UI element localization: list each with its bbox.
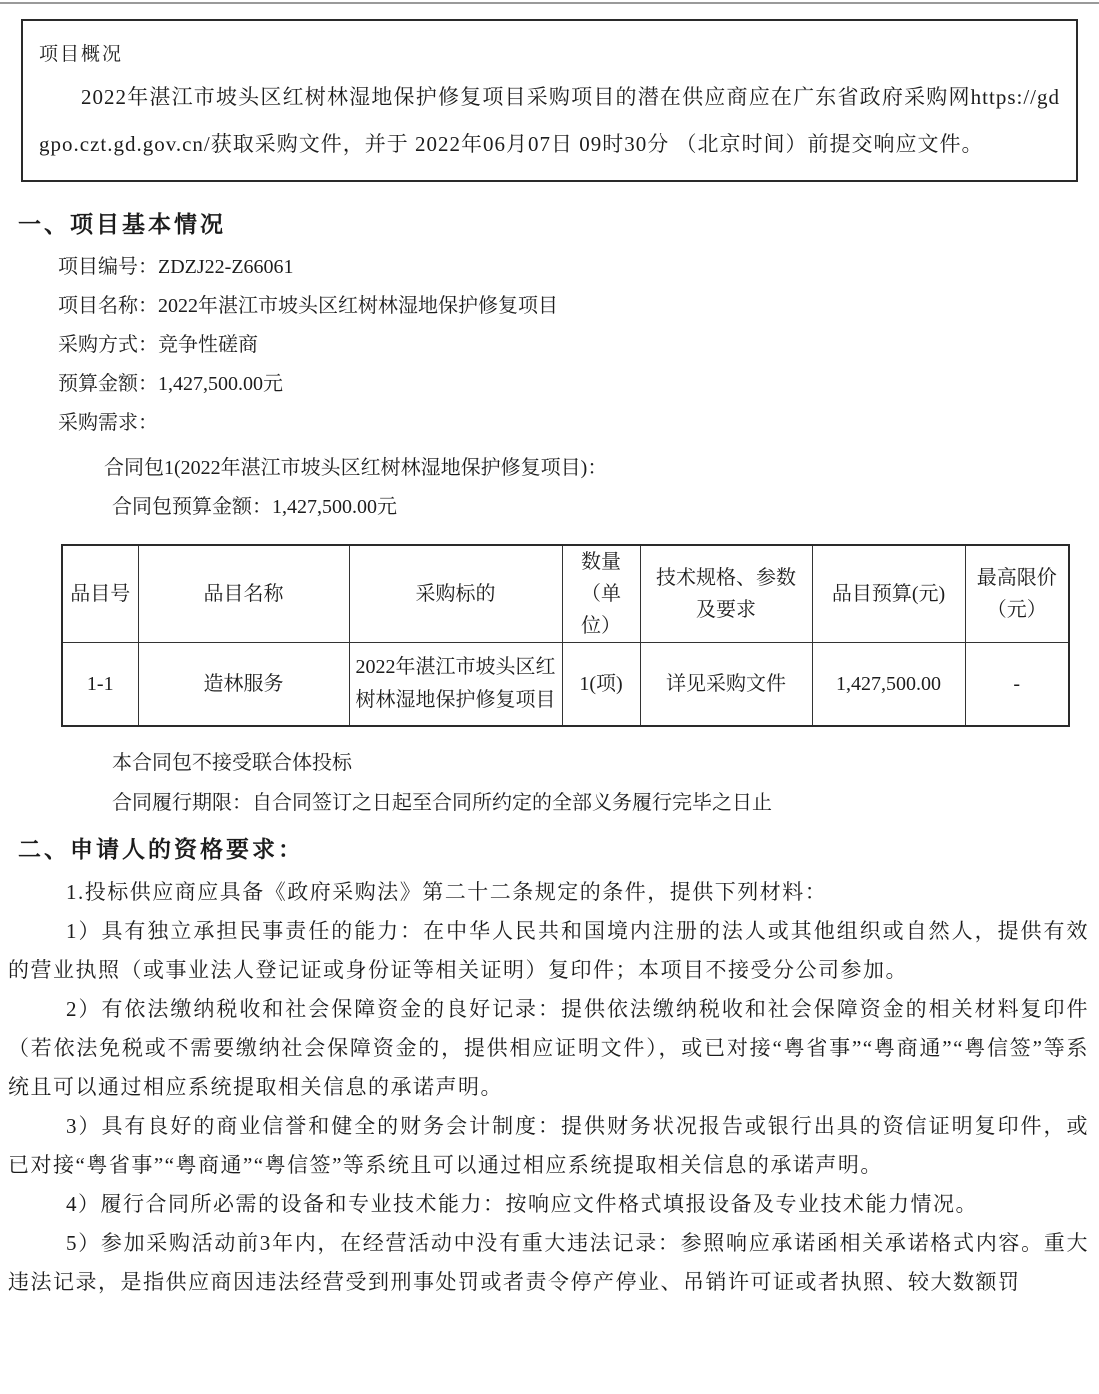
field-project-number (58, 248, 1099, 287)
note-no-consortium: 本合同包不接受联合体投标 (112, 752, 352, 774)
project-overview-box (21, 19, 1078, 182)
cell-procurement-subject: 2022年湛江市坡头区红树林湿地保护修复项目 (349, 643, 562, 727)
overview-title: 项目概况 (39, 44, 124, 65)
header-max-price: 最高限价（元） (965, 545, 1069, 643)
header-tech-spec: 技术规格、参数及要求 (640, 545, 812, 643)
section2-heading: 二、申请人的资格要求： (18, 837, 304, 862)
field-value: 1,427,500.00元 (158, 373, 283, 395)
field-value: ZDZJ22-Z66061 (158, 256, 294, 278)
items-table (61, 544, 1070, 727)
note-contract-period: 合同履行期限：自合同签订之日起至合同所约定的全部义务履行完毕之日止 (112, 792, 772, 814)
field-project-name (58, 287, 1099, 326)
contract-package-line: 合同包1(2022年湛江市坡头区红树林湿地保护修复项目)： (104, 457, 608, 479)
cell-item-budget: 1,427,500.00 (812, 643, 965, 727)
requirement-paragraph-5: 5）参加采购活动前3年内，在经营活动中没有重大违法记录：参照响应承诺函相关承诺格式内容。重大违法记录，是指供应商因违法经营受到刑事处罚或者责令停产停业、吊销许可证或者执照、较大数额罚 (8, 1231, 1089, 1294)
table-header-row (62, 545, 1069, 643)
requirement-paragraph-2: 2）有依法缴纳税收和社会保障资金的良好记录：提供依法缴纳税收和社会保障资金的相关材料复印件（若依法免税或不需要缴纳社会保障资金的，提供相应证明文件），或已对接“粤省事”“粤商通”“粤信签”等系统且可以通过相应系统提取相关信息的承诺声明。 (8, 997, 1089, 1099)
header-quantity-unit: 数量（单位） (562, 545, 640, 643)
requirement-paragraph-1: 1）具有独立承担民事责任的能力：在中华人民共和国境内注册的法人或其他组织或自然人，提供有效的营业执照（或事业法人登记证或身份证等相关证明）复印件；本项目不接受分公司参加。 (8, 919, 1089, 982)
requirement-paragraph-intro: 1.投标供应商应具备《政府采购法》第二十二条规定的条件，提供下列材料： (66, 880, 828, 904)
section1-heading: 一、项目基本情况 (18, 212, 226, 237)
field-label: 采购方式： (58, 334, 158, 356)
section2-paragraphs (8, 873, 1089, 1302)
cell-tech-spec: 详见采购文件 (640, 643, 812, 727)
overview-body: 2022年湛江市坡头区红树林湿地保护修复项目采购项目的潜在供应商应在广东省政府采购网https://gdgpo.czt.gd.gov.cn/获取采购文件，并于 2022年06月07日 09时30分 （北京时间）前提交响应文件。 (39, 85, 1060, 156)
contract-notes (112, 743, 1099, 823)
cell-item-number: 1-1 (62, 643, 138, 727)
header-item-number: 品目号 (62, 545, 138, 643)
cell-item-name: 造林服务 (138, 643, 349, 727)
header-procurement-subject: 采购标的 (349, 545, 562, 643)
top-rule (0, 2, 1099, 4)
cell-quantity-unit: 1(项) (562, 643, 640, 727)
field-label: 项目编号： (58, 256, 158, 278)
requirement-paragraph-3: 3）具有良好的商业信誉和健全的财务会计制度：提供财务状况报告或银行出具的资信证明复印件，或已对接“粤省事”“粤商通”“粤信签”等系统且可以通过相应系统提取相关信息的承诺声明。 (8, 1114, 1089, 1177)
field-label: 项目名称： (58, 295, 158, 317)
header-item-budget: 品目预算(元) (812, 545, 965, 643)
table-row (62, 643, 1069, 727)
field-label: 采购需求： (58, 412, 158, 434)
field-label: 预算金额： (58, 373, 158, 395)
field-value: 竞争性磋商 (158, 334, 258, 356)
field-procurement-demand (58, 404, 1099, 443)
field-value: 2022年湛江市坡头区红树林湿地保护修复项目 (158, 295, 558, 317)
field-procurement-method (58, 326, 1099, 365)
cell-max-price: - (965, 643, 1069, 727)
field-budget-amount (58, 365, 1099, 404)
requirement-paragraph-4: 4）履行合同所必需的设备和专业技术能力：按响应文件格式填报设备及专业技术能力情况。 (66, 1192, 978, 1216)
section1-info-block (58, 248, 1099, 443)
header-item-name: 品目名称 (138, 545, 349, 643)
contract-package-budget-line: 合同包预算金额：1,427,500.00元 (112, 496, 397, 518)
